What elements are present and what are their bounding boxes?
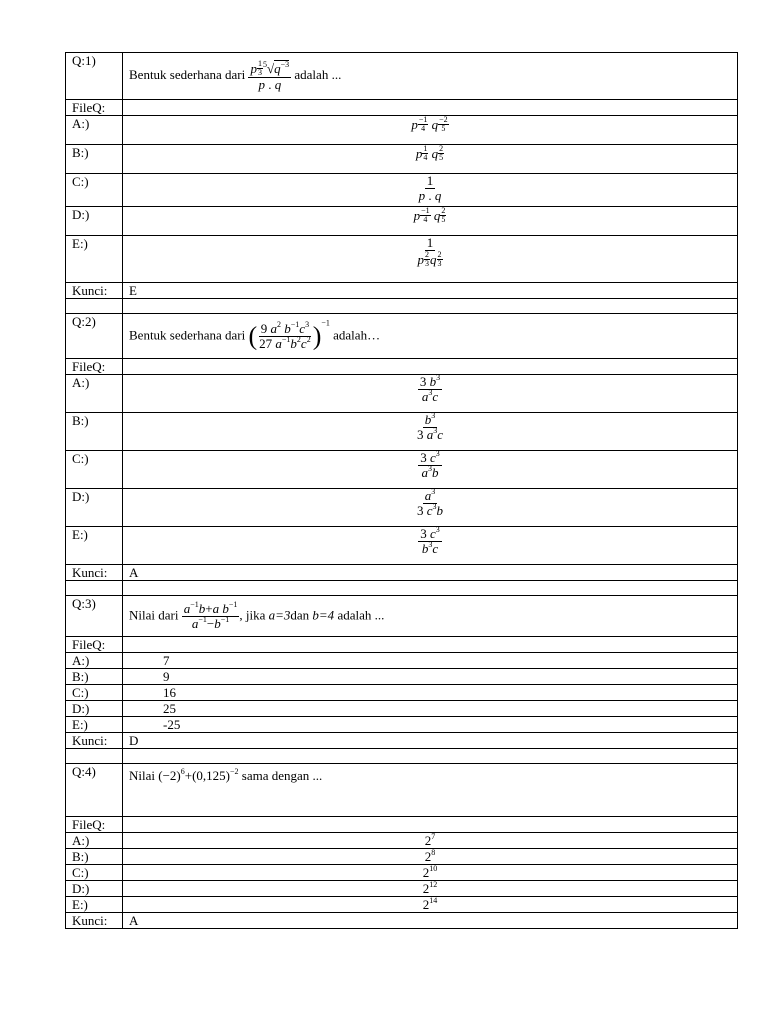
option-value — [123, 881, 738, 897]
option-value: -25 — [123, 717, 738, 733]
condition-a: a=3 — [268, 606, 291, 622]
question-mid: , jika — [239, 606, 266, 622]
option-exponent: 7 — [431, 832, 436, 841]
option-value: 16 — [123, 685, 738, 701]
option-value: 1 p $\frac{2}{3}$ q $\frac{2}{3}$ — [123, 236, 738, 283]
condition-join: dan — [290, 606, 310, 622]
option-value: $\frac{3 c^3}{b^3c}$ — [123, 527, 738, 565]
option-label: D:) — [66, 701, 123, 717]
option-value: p $\frac{-1}{4}$ q $\frac{2}{5}$ — [123, 207, 738, 236]
expression-fraction: p $\frac{1}{3}$ $^5√q^{-3}$ p . q — [250, 59, 290, 92]
question-table — [65, 52, 738, 929]
kunci-value: A — [123, 565, 738, 581]
kunci-value: E — [123, 283, 738, 299]
option-label: B:) — [66, 145, 123, 174]
option-value: 9 — [123, 669, 738, 685]
option-base: 2 — [422, 865, 430, 880]
expression: $(-2)^6+(0,125)^{-2}$ — [158, 767, 239, 783]
question-text — [123, 764, 738, 817]
kunci-value: A — [123, 913, 738, 929]
option-label: A:) — [66, 116, 123, 145]
option-base: 2 — [422, 881, 430, 896]
question-label: Q:2) — [66, 314, 123, 359]
option-value — [123, 897, 738, 913]
option-value: $\frac{3 b^3}{a^3c}$ — [123, 375, 738, 413]
option-exponent: 14 — [429, 896, 438, 905]
question-suffix: adalah ... — [294, 66, 342, 82]
option-exponent: 12 — [429, 880, 438, 889]
option-label: E:) — [66, 236, 123, 283]
question-text — [123, 53, 738, 100]
option-label: C:) — [66, 174, 123, 207]
option-value: 25 — [123, 701, 738, 717]
question-label: Q:3) — [66, 596, 123, 637]
option-value: p $\frac{-1}{4}$ q $\frac{-2}{5}$ — [123, 116, 738, 145]
separator — [123, 581, 738, 596]
separator — [66, 299, 123, 314]
option-label: C:) — [66, 685, 123, 701]
condition-b: b=4 — [312, 606, 335, 622]
question-suffix: sama dengan ... — [241, 768, 323, 783]
question-prefix: Bentuk sederhana dari — [129, 66, 246, 82]
fileq-label: FileQ: — [66, 637, 123, 653]
question-suffix: adalah… — [333, 326, 381, 342]
option-label: D:) — [66, 207, 123, 236]
option-label: E:) — [66, 527, 123, 565]
option-base: 2 — [422, 897, 430, 912]
question-text: Bentuk sederhana dari ( $\frac{9 a^2 b^{-1}c^3}{27 a^{-1}b^2c^2}$ )$^{-1}$ adalah… — [123, 314, 738, 359]
option-value: $\frac{b^3}{3 a^3c}$ — [123, 413, 738, 451]
option-value: p $\frac{1}{4}$ q $\frac{2}{5}$ — [123, 145, 738, 174]
kunci-value: D — [123, 733, 738, 749]
expression-fraction: $\frac{9 a^2 b^{-1}c^3}{27 a^{-1}b^2c^2}$ — [259, 319, 311, 351]
kunci-label: Kunci: — [66, 565, 123, 581]
option-exponent: 8 — [431, 848, 436, 857]
option-value: $\frac{3 c^3}{a^3b}$ — [123, 451, 738, 489]
question-prefix: Nilai — [129, 768, 155, 783]
option-value: $\frac{a^3}{3 c^3b}$ — [123, 489, 738, 527]
separator — [123, 299, 738, 314]
fileq-label: FileQ: — [66, 817, 123, 833]
fileq-label: FileQ: — [66, 100, 123, 116]
option-value: 7 — [123, 653, 738, 669]
option-value — [123, 865, 738, 881]
question-suffix: adalah ... — [337, 606, 385, 622]
option-label: A:) — [66, 375, 123, 413]
fileq-label: FileQ: — [66, 359, 123, 375]
separator — [66, 749, 123, 764]
kunci-label: Kunci: — [66, 283, 123, 299]
option-label: C:) — [66, 865, 123, 881]
option-base: 2 — [424, 833, 432, 848]
option-value — [123, 833, 738, 849]
option-label: E:) — [66, 897, 123, 913]
kunci-label: Kunci: — [66, 913, 123, 929]
option-label: A:) — [66, 653, 123, 669]
option-label: E:) — [66, 717, 123, 733]
question-label: Q:4) — [66, 764, 123, 817]
option-base: 2 — [424, 849, 432, 864]
expression-fraction: $\frac{a^{-1}b+a b^{-1}}{a^{-1}-b^{-1}}$ — [183, 599, 238, 631]
option-label: B:) — [66, 669, 123, 685]
option-value — [123, 849, 738, 865]
question-prefix: Nilai dari — [129, 606, 179, 622]
option-label: B:) — [66, 849, 123, 865]
question-label: Q:1) — [66, 53, 123, 100]
separator — [66, 581, 123, 596]
separator — [123, 749, 738, 764]
option-label: D:) — [66, 881, 123, 897]
question-prefix: Bentuk sederhana dari — [129, 326, 246, 342]
fileq-value — [123, 637, 738, 653]
option-label: D:) — [66, 489, 123, 527]
kunci-label: Kunci: — [66, 733, 123, 749]
fileq-value — [123, 817, 738, 833]
option-label: A:) — [66, 833, 123, 849]
fileq-value — [123, 359, 738, 375]
option-value: $\frac{1}{p . q}$ — [123, 174, 738, 207]
option-exponent: 10 — [429, 864, 438, 873]
question-text — [123, 596, 738, 637]
option-label: B:) — [66, 413, 123, 451]
fileq-value — [123, 100, 738, 116]
option-label: C:) — [66, 451, 123, 489]
